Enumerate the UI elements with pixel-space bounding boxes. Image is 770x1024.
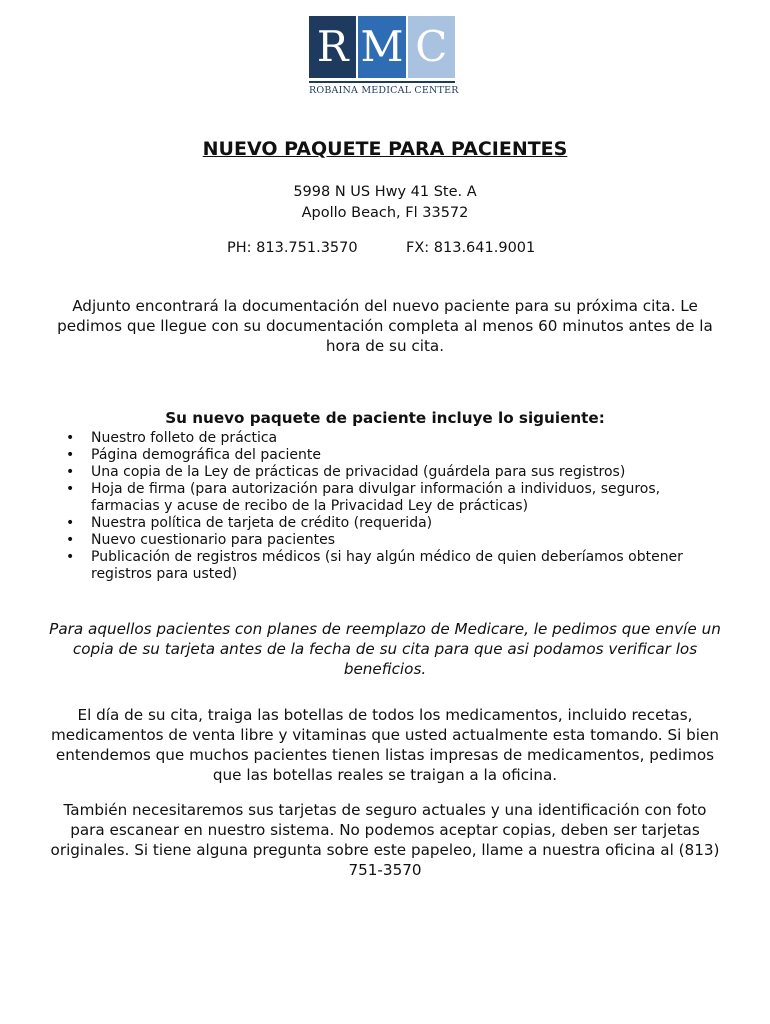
medications-paragraph: El día de su cita, traiga las botellas de todos los medicamentos, incluido recetas, medicamentos de venta libre y vitaminas que usted actualmente esta tomando. Si bien entendemos que muchos pacientes tienen listas impresas de medicamentos, pedimos que las botellas reales se traigan a la oficina.	[51, 706, 719, 784]
list-item	[64, 447, 684, 464]
bullet-icon: •	[66, 549, 75, 565]
logo-letter-r: R	[309, 16, 356, 78]
address-line-1: 5998 N US Hwy 41 Ste. A	[293, 184, 477, 200]
list-item-text: Nuestro folleto de práctica	[91, 430, 278, 446]
list-item-text: Publicación de registros médicos (si hay algún médico de quien deberíamos obtener registros para usted)	[91, 549, 683, 582]
medicare-paragraph: Para aquellos pacientes con planes de reemplazo de Medicare, le pedimos que envíe un copia de su tarjeta antes de la fecha de su cita para que asi podamos verificar los beneficios.	[49, 620, 721, 678]
rmc-logo	[309, 16, 459, 96]
package-heading: Su nuevo paquete de paciente incluye lo siguiente:	[165, 409, 605, 427]
bullet-icon: •	[66, 447, 75, 463]
list-item	[64, 532, 684, 549]
list-item-text: Hoja de firma (para autorización para divulgar información a individuos, seguros, farmacias y acuse de recibo de la Privacidad Ley de prácticas)	[91, 481, 661, 514]
logo-letter-m: M	[358, 16, 405, 78]
list-item	[64, 481, 684, 515]
list-item-text: Nuevo cuestionario para pacientes	[91, 532, 335, 548]
logo-divider	[309, 81, 455, 83]
bullet-icon: •	[66, 464, 75, 480]
list-item	[64, 515, 684, 532]
document-title: NUEVO PAQUETE PARA PACIENTES	[202, 138, 568, 160]
list-item	[64, 430, 684, 447]
package-list	[64, 430, 684, 583]
logo-letter-c: C	[408, 16, 455, 78]
bullet-icon: •	[66, 430, 75, 446]
fax-number: FX: 813.641.9001	[406, 240, 536, 256]
list-item	[64, 464, 684, 481]
logo-letter-row	[309, 16, 455, 78]
list-item-text: Una copia de la Ley de prácticas de privacidad (guárdela para sus registros)	[91, 464, 626, 480]
bullet-icon: •	[66, 515, 75, 531]
insurance-paragraph: También necesitaremos sus tarjetas de seguro actuales y una identificación con foto para escanear en nuestro sistema. No podemos aceptar copias, deben ser tarjetas originales. Si tiene alguna pregunta sobre este papeleo, llame a nuestra oficina al (813) 751-3570	[50, 801, 720, 879]
bullet-icon: •	[66, 481, 75, 497]
intro-paragraph: Adjunto encontrará la documentación del nuevo paciente para su próxima cita. Le pedimos que llegue con su documentación completa al menos 60 minutos antes de la hora de su cita.	[57, 297, 713, 355]
logo-subtitle: ROBAINA MEDICAL CENTER	[309, 85, 459, 96]
phone-number: PH: 813.751.3570	[227, 240, 358, 256]
bullet-icon: •	[66, 532, 75, 548]
list-item-text: Página demográfica del paciente	[91, 447, 322, 463]
address-line-2: Apollo Beach, Fl 33572	[301, 205, 469, 221]
list-item	[64, 549, 684, 583]
list-item-text: Nuestra política de tarjeta de crédito (requerida)	[91, 515, 433, 531]
